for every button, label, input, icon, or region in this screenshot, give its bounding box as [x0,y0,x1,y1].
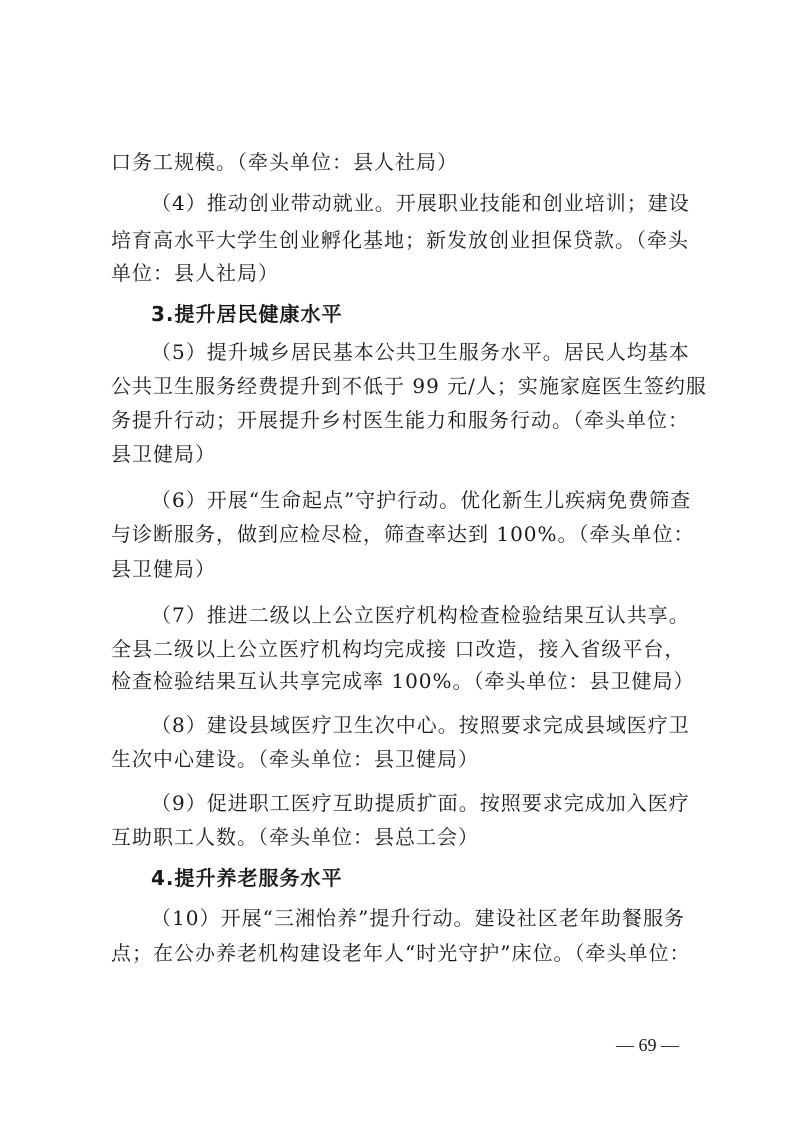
paragraph-line: 县卫健局） [111,557,216,581]
paragraph-line: 县卫健局） [111,442,216,466]
paragraph-line: 单位：县人社局） [111,261,279,285]
paragraph-line: 互助职工人数。（牵头单位：县总工会） [111,825,479,849]
paragraph-line: （8）建设县域医疗卫生次中心。按照要求完成县域医疗卫 [151,713,690,737]
paragraph-line: 检查检验结果互认共享完成率 100%。（牵头单位：县卫健局） [111,669,695,693]
section-heading: 4.提升养老服务水平 [151,866,343,890]
paragraph-line: 与诊断服务，做到应检尽检，筛查率达到 100%。（牵头单位： [111,522,695,546]
paragraph-line: 培育高水平大学生创业孵化基地；新发放创业担保贷款。（牵头 [111,228,689,252]
section-heading: 3.提升居民健康水平 [151,302,343,326]
paragraph-line: 全县二级以上公立医疗机构均完成接 口改造，接入省级平台， [111,637,686,661]
paragraph-line: 公共卫生服务经费提升到不低于 99 元/人；实施家庭医生签约服 [111,374,707,398]
paragraph-line: （6）开展“生命起点”守护行动。优化新生儿疾病免费筛查 [151,488,692,512]
paragraph-line: 口务工规模。（牵头单位：县人社局） [111,150,458,174]
paragraph-line: （9）促进职工医疗互助提质扩面。按照要求完成加入医疗 [151,791,690,815]
paragraph-line: 点；在公办养老机构建设老年人“时光守护”床位。（牵头单位： [111,941,691,965]
paragraph-line: （4）推动创业带动就业。开展职业技能和创业培训；建设 [151,191,690,215]
paragraph-line: 务提升行动；开展提升乡村医生能力和服务行动。（牵头单位： [111,408,689,432]
paragraph-line: 生次中心建设。（牵头单位：县卫健局） [111,747,479,771]
paragraph-line: （7）推进二级以上公立医疗机构检查检验结果互认共享。 [151,603,690,627]
paragraph-line: （10）开展“三湘怡养”提升行动。建设社区老年助餐服务 [151,906,685,930]
page-number: — 69 — [616,1035,679,1055]
paragraph-line: （5）提升城乡居民基本公共卫生服务水平。居民人均基本 [151,340,690,364]
